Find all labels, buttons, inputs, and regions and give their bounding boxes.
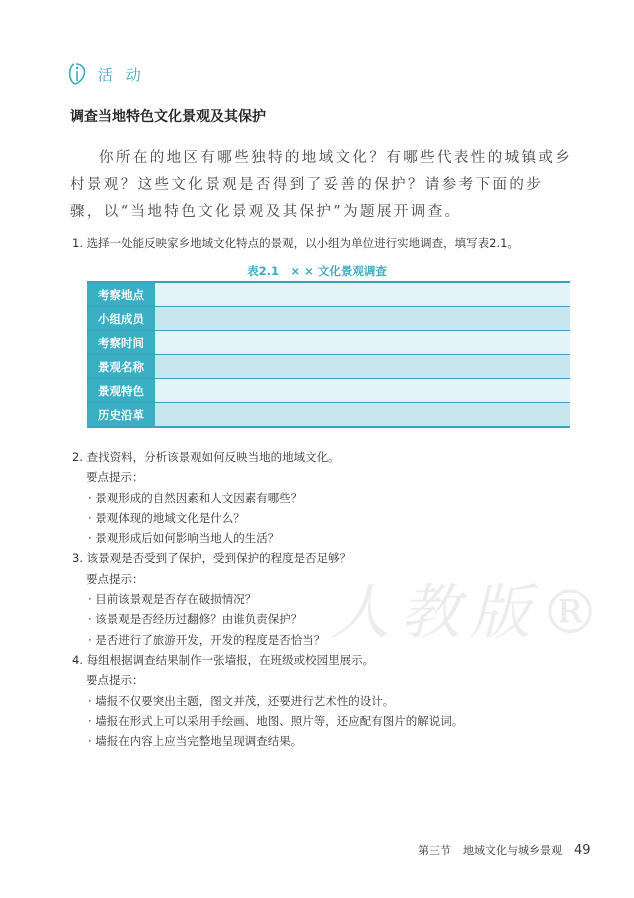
row-input-cell[interactable] xyxy=(155,355,570,379)
row-input-cell[interactable] xyxy=(155,282,570,307)
row-label: 考察地点 xyxy=(87,282,155,307)
table-caption: 表2.1 × × 文化景观调查 xyxy=(247,264,387,278)
footer-section: 第三节 xyxy=(418,844,451,857)
footer-chapter: 地域文化与城乡景观 xyxy=(463,844,562,857)
activity-logo-icon xyxy=(66,61,92,87)
page-number: 49 xyxy=(574,843,591,858)
hint-bullet: · 是否进行了旅游开发，开发的程度是否恰当？ xyxy=(88,632,326,647)
table-row xyxy=(87,403,570,428)
hint-label: 要点提示： xyxy=(86,571,144,586)
survey-table xyxy=(87,281,570,428)
hint-bullet: · 目前该景观是否存在破损情况？ xyxy=(88,592,257,607)
hint-bullet: · 墙报在形式上可以采用手绘画、地图、照片等，还应配有图片的解说词。 xyxy=(88,713,464,728)
step-2: 2. 查找资料，分析该景观如何反映当地的地域文化。 xyxy=(72,450,340,464)
steps-list xyxy=(72,447,463,751)
row-label: 小组成员 xyxy=(87,307,155,331)
page-footer xyxy=(418,842,591,858)
activity-header xyxy=(66,61,145,87)
hint-bullet: · 景观体现的地域文化是什么？ xyxy=(88,510,245,525)
row-input-cell[interactable] xyxy=(155,307,570,331)
section-title: 调查当地特色文化景观及其保护 xyxy=(70,109,266,125)
row-label: 历史沿革 xyxy=(87,403,155,428)
row-label: 考察时间 xyxy=(87,331,155,355)
row-input-cell[interactable] xyxy=(155,379,570,403)
step-4: 4. 每组根据调查结果制作一张墙报，在班级或校园里展示。 xyxy=(72,652,375,667)
table-row xyxy=(87,355,570,379)
table-row xyxy=(87,379,570,403)
intro-paragraph: 你所在的地区有哪些独特的地域文化？有哪些代表性的城镇或乡村景观？这些文化景观是否得到了妥善的保护？请参考下面的步骤，以“当地特色文化景观及其保护”为题展开调查。 xyxy=(70,150,573,220)
step-3: 3. 该景观是否受到了保护，受到保护的程度是否足够？ xyxy=(72,551,352,566)
table-row xyxy=(87,307,570,331)
hint-label: 要点提示： xyxy=(86,673,144,688)
table-row xyxy=(87,282,570,307)
hint-bullet: · 景观形成的自然因素和人文因素有哪些？ xyxy=(88,490,303,505)
hint-label: 要点提示： xyxy=(86,470,144,485)
row-input-cell[interactable] xyxy=(155,403,570,428)
step-1: 1. 选择一处能反映家乡地域文化特点的景观，以小组为单位进行实地调查，填写表2.1。 xyxy=(72,236,519,250)
hint-bullet: · 该景观是否经历过翻修？由谁负责保护？ xyxy=(88,612,303,627)
hint-bullet: · 景观形成后如何影响当地人的生活？ xyxy=(88,531,280,546)
hint-bullet: · 墙报不仅要突出主题，图文并茂，还要进行艺术性的设计。 xyxy=(88,693,395,708)
activity-label: 活 动 xyxy=(98,65,145,84)
watermark: 人教版® xyxy=(330,578,610,648)
hint-bullet: · 墙报在内容上应当完整地呈现调查结果。 xyxy=(88,734,303,749)
table-row xyxy=(87,331,570,355)
row-label: 景观特色 xyxy=(87,379,155,403)
row-label: 景观名称 xyxy=(87,355,155,379)
row-input-cell[interactable] xyxy=(155,331,570,355)
